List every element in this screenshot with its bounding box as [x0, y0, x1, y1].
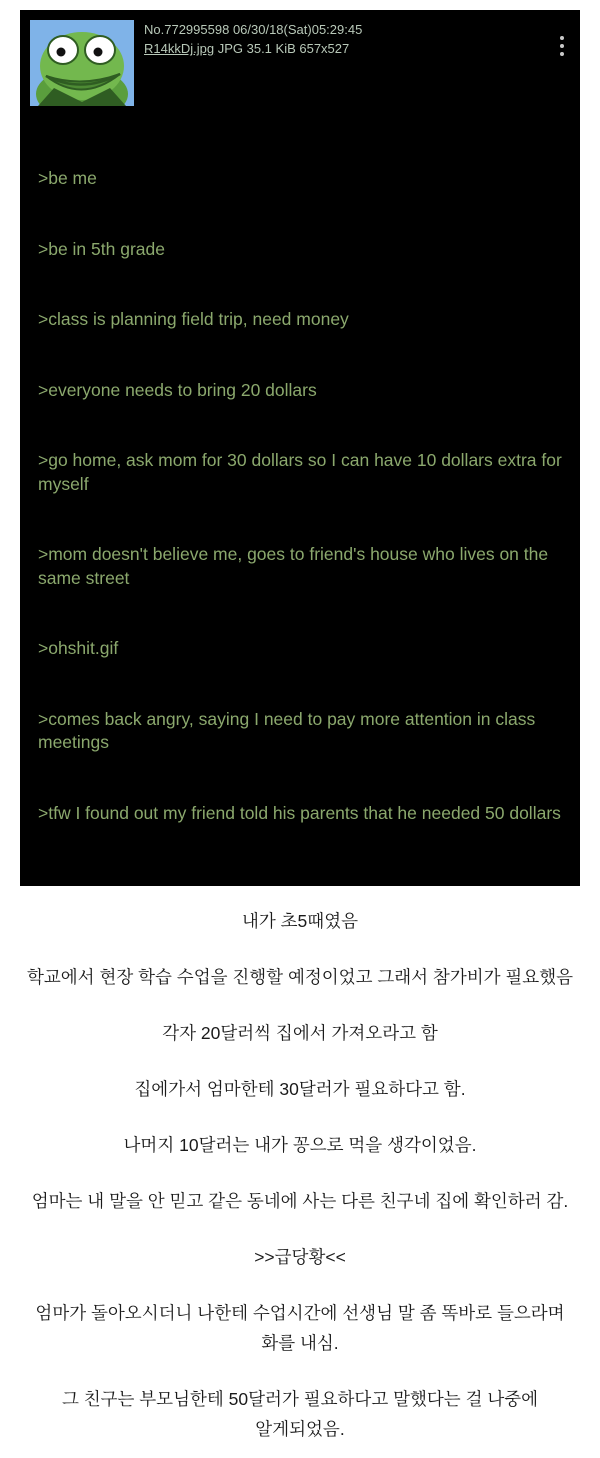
- translation-paragraph: 각자 20달러씩 집에서 가져오라고 함: [162, 1023, 438, 1043]
- post-file-info: [144, 40, 570, 57]
- post-id-and-date: [144, 22, 570, 38]
- translation-body: [0, 906, 600, 1444]
- translation-paragraph: 엄마가 돌아오시더니 나한테 수업시간에 선생님 말 좀 똑바로 들으라며 화를 내심.: [35, 1303, 565, 1353]
- greentext-line: >be in 5th grade: [38, 238, 165, 259]
- pepe-frog-icon: [30, 20, 134, 106]
- greentext-line: >be me: [38, 168, 97, 188]
- post-greentext: [30, 120, 570, 872]
- forum-post: [20, 10, 580, 886]
- greentext-line: >ohshit.gif: [38, 638, 119, 658]
- post-metadata: [144, 20, 570, 57]
- translation-paragraph-emphasis: >>급당황<<: [254, 1247, 346, 1267]
- post-filename-link[interactable]: R14kkDj.jpg: [144, 41, 215, 56]
- kebab-dot: [560, 36, 564, 40]
- post-filesize: JPG 35.1 KiB 657x527: [217, 41, 350, 56]
- translation-paragraph: 집에가서 엄마한테 30달러가 필요하다고 함.: [134, 1079, 466, 1099]
- translation-paragraph: 그 친구는 부모님한테 50달러가 필요하다고 말했다는 걸 나중에 알게되었음.: [61, 1389, 539, 1439]
- greentext-line: >everyone needs to bring 20 dollars: [38, 379, 317, 400]
- greentext-line: >go home, ask mom for 30 dollars so I can have 10 dollars extra for myself: [38, 450, 567, 494]
- translation-paragraph: 내가 초5때였음: [241, 911, 359, 931]
- translation-paragraph: 나머지 10달러는 내가 꽁으로 먹을 생각이었음.: [123, 1135, 477, 1155]
- kebab-dot: [560, 52, 564, 56]
- post-header: [30, 20, 570, 106]
- greentext-line: >mom doesn't believe me, goes to friend's house who lives on the same street: [38, 544, 553, 588]
- greentext-line: >comes back angry, saying I need to pay more attention in class meetings: [38, 708, 541, 752]
- post-date: 06/30/18(Sat)05:29:45: [232, 22, 363, 37]
- kebab-dot: [560, 44, 564, 48]
- translation-paragraph: 학교에서 현장 학습 수업을 진행할 예정이었고 그래서 참가비가 필요했음: [26, 967, 574, 987]
- translation-paragraph: 엄마는 내 말을 안 믿고 같은 동네에 사는 다른 친구네 집에 확인하러 감.: [31, 1191, 569, 1211]
- greentext-line: >tfw I found out my friend told his parents that he needed 50 dollars: [38, 802, 561, 823]
- post-number: No.772995598: [144, 22, 230, 37]
- post-thumbnail[interactable]: [30, 20, 134, 106]
- kebab-menu-icon[interactable]: [560, 36, 564, 56]
- greentext-line: >class is planning field trip, need money: [38, 309, 349, 329]
